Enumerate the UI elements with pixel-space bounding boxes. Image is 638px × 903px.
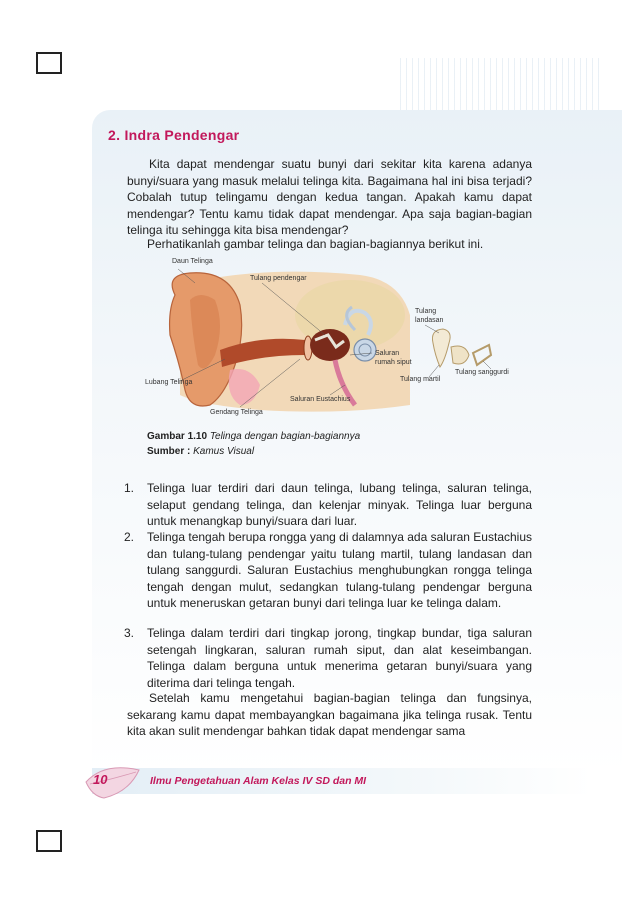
label-tulang-martil: Tulang martil	[400, 376, 441, 383]
list-item	[124, 529, 532, 624]
label-daun-telinga: Daun Telinga	[172, 258, 213, 265]
caption-text: Telinga dengan bagian-bagiannya	[209, 431, 361, 442]
label-tulang-landasan-1: Tulang	[415, 308, 437, 315]
list-item	[124, 480, 532, 530]
figure-caption	[147, 431, 360, 442]
source-text: Kamus Visual	[193, 446, 255, 457]
list-text: Telinga dalam terdiri dari tingkap jorong, tingkap bundar, tiga saluran setengah lingkaran, saluran rumah siput, dan alat keseimbangan. Telinga dalam berguna untuk menerima getaran bunyi/suara yang diterima dari telinga tengah.	[147, 626, 532, 690]
closing-paragraph: Setelah kamu mengetahui bagian-bagian telinga dan fungsinya, sekarang kamu dapat membayangkan bagaimana jika telinga rusak. Tentu kita akan sulit mendengar bahkan tidak dapat mendengar sama	[127, 691, 532, 738]
intro-paragraph: Kita dapat mendengar suatu bunyi dari sekitar kita karena adanya bunyi/suara yang masuk melalui telinga kita. Bagaimana hal ini bisa terjadi? Cobalah tutup telingamu dengan kedua tangan. Apakah kamu dapat mendengar? Tentu kamu tidak dapat mendengar. Apa saja bagian-bagian telinga itu sehingga kita bisa mendengar?	[127, 157, 532, 237]
label-lubang-telinga: Lubang Telinga	[145, 379, 193, 386]
label-tulang-landasan-2: landasan	[415, 317, 444, 324]
book-title: Ilmu Pengetahuan Alam Kelas IV SD dan MI	[150, 775, 367, 787]
list-item	[124, 625, 532, 691]
caption-label: Gambar 1.10	[147, 431, 208, 442]
label-saluran-rumah-siput-1: Saluran	[375, 350, 400, 357]
section-title: 2. Indra Pendengar	[108, 127, 240, 143]
list-number: 1.	[124, 481, 135, 495]
list-text: Telinga luar terdiri dari daun telinga, lubang telinga, saluran telinga, selaput gendang telinga, dan kelenjar minyak. Telinga luar berguna untuk menangkap bunyi/suara dari luar.	[147, 481, 532, 528]
label-tulang-pendengar: Tulang pendengar	[250, 275, 307, 282]
crop-mark-top	[36, 52, 62, 74]
page-number: 10	[93, 772, 108, 787]
label-saluran-rumah-siput-2: rumah siput	[375, 359, 412, 366]
figure-source	[147, 446, 254, 457]
list-text: Telinga tengah berupa rongga yang di dalamnya ada saluran Eustachius dan tulang-tulang pendengar yaitu tulang martil, tulang landasan dan tulang sanggurdi. Saluran Eustachius menghubungkan rongga telinga tengah dengan mulut, sedangkan tulang-tulang pendengar berguna untuk meneruskan getaran bunyi dari telinga luar ke telinga dalam.	[147, 530, 532, 610]
label-tulang-sanggurdi: Tulang sanggurdi	[455, 369, 509, 376]
crop-mark-bottom	[36, 830, 62, 852]
figure-intro-paragraph: Perhatikanlah gambar telinga dan bagian-bagiannya berikut ini.	[147, 237, 484, 251]
list-number: 2.	[124, 530, 135, 544]
ear-figure	[140, 255, 535, 425]
list-number: 3.	[124, 626, 135, 640]
label-saluran-eustachius: Saluran Eustachius	[290, 396, 351, 403]
source-label: Sumber :	[147, 446, 191, 457]
label-gendang-telinga: Gendang Telinga	[210, 409, 263, 416]
